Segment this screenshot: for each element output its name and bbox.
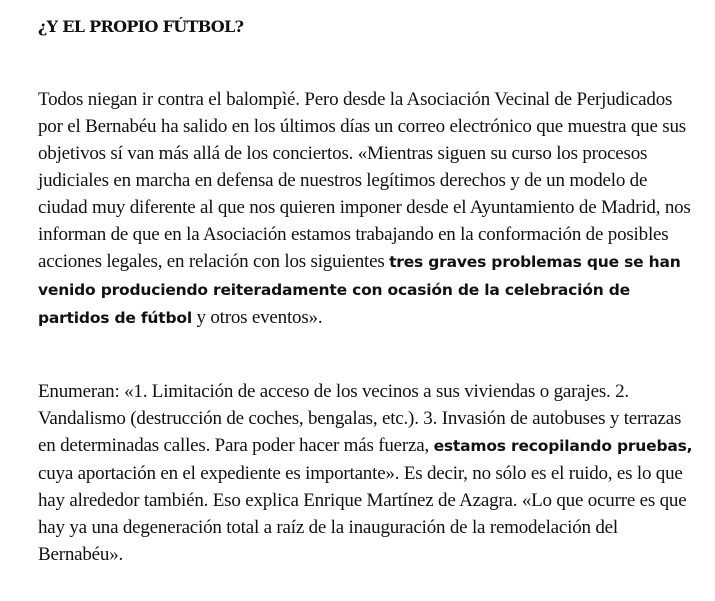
paragraph-2-bold-text: estamos recopilando pruebas, xyxy=(433,437,693,455)
paragraph-1-text-end: y otros eventos». xyxy=(191,307,323,328)
paragraph-2-text-end: cuya aportación en el expediente es importante». Es decir, no sólo es el ruido, es lo que hay alrededor también. Eso explica Enrique Martínez de Azagra. «Lo que ocurre es que hay ya una degeneración total a raíz de la inauguración de la remodelación del Bernabéu». xyxy=(38,463,687,565)
paragraph-1-text-start: Todos niegan ir contra el balompìé. Pero desde la Asociación Vecinal de Perjudicados por el Bernabéu ha salido en los últimos días un correo electrónico que muestra que sus objetivos sí van más allá de los conciertos. «Mientras siguen su curso los procesos judiciales en marcha en defensa de nuestros legítimos derechos y de un modelo de ciudad muy diferente al que nos quieren imponer desde el Ayuntamiento de Madrid, nos informan de que en la Asociación estamos trabajando en la conformación de posibles acciones legales, en relación con los siguientes xyxy=(38,89,691,272)
paragraph-1-bold-text: tres graves problemas que se han venido produciendo reiteradamente con ocasión de la celebración de partidos de fútbol xyxy=(38,253,681,327)
article-body xyxy=(38,14,700,568)
paragraph-2 xyxy=(38,378,700,568)
paragraph-2-text-start: Enumeran: «1. Limitación de acceso de los vecinos a sus viviendas o garajes. 2. Vandalismo (destrucción de coches, bengalas, etc.). 3. Invasión de autobuses y terrazas en determinadas calles. Para poder hacer más fuerza, xyxy=(38,381,682,456)
paragraph-1 xyxy=(38,86,700,332)
section-heading: ¿Y EL PROPIO FÚTBOL? xyxy=(38,17,244,36)
